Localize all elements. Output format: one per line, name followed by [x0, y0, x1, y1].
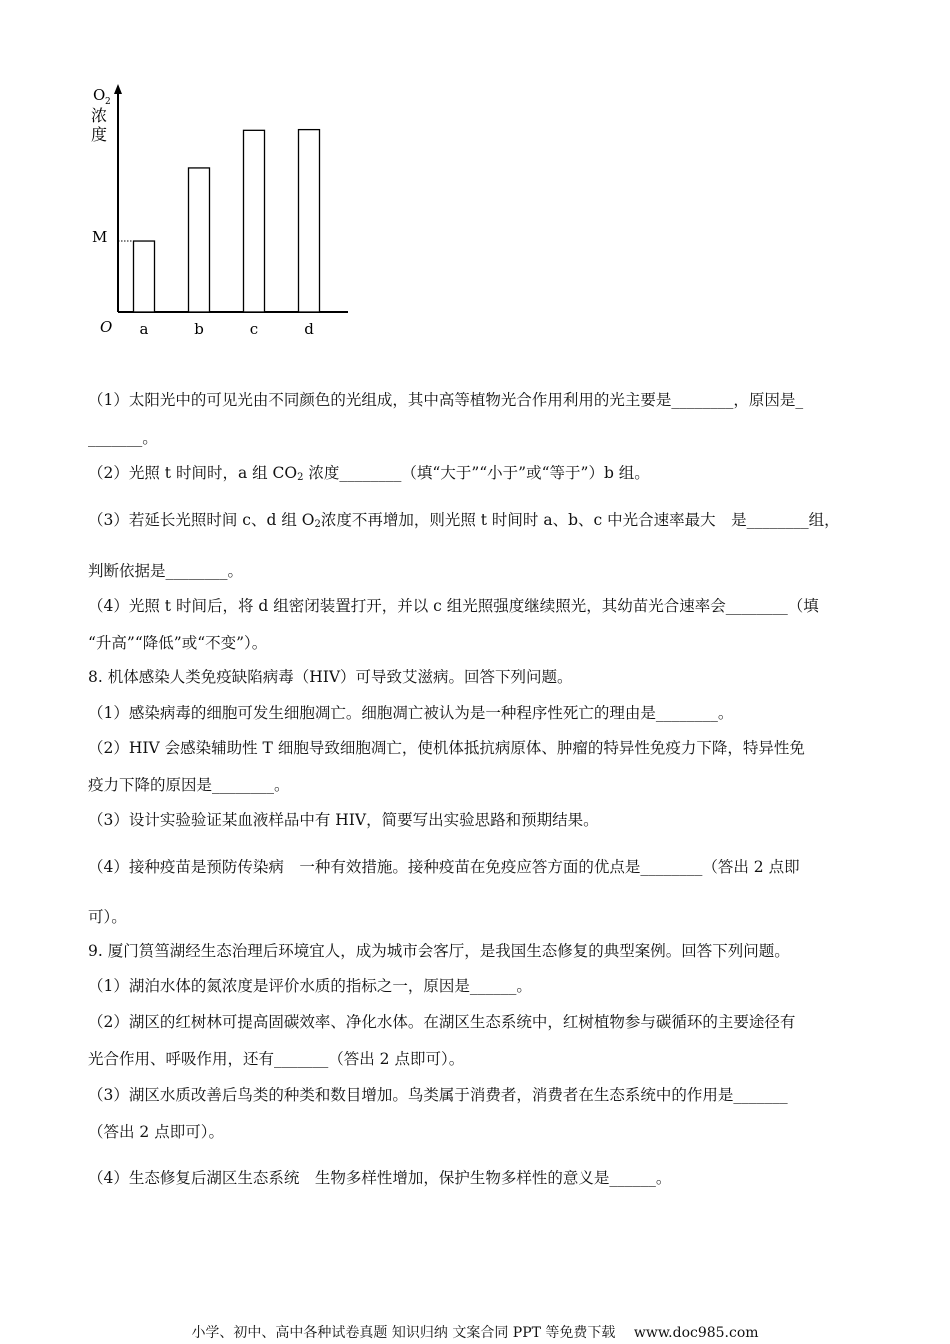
y-label-o: O	[93, 86, 106, 104]
q9-part3-line1: （3）湖区水质改善后鸟类的种类和数目增加。鸟类属于消费者，消费者在生态系统中的作用是_______	[88, 1086, 788, 1104]
y-label-sub: 2	[105, 97, 111, 107]
q7-part3-b: 浓度不再增加，则光照 t 时间时 a、b、c 中光合速率最大 是________组，	[320, 511, 840, 529]
q7-part4-line1: （4）光照 t 时间后，将 d 组密闭装置打开，并以 c 组光照强度继续照光，其幼苗光合速率会________（填	[88, 597, 819, 615]
q7-part2-b: 浓度________（填“大于”“小于”或“等于”）b 组。	[303, 464, 650, 482]
q7-part2	[88, 462, 650, 484]
q8-part2-line2: 疫力下降的原因是________。	[88, 776, 290, 794]
m-label: M	[92, 228, 108, 246]
q9-title: 9. 厦门筼筜湖经生态治理后环境宜人，成为城市会客厅，是我国生态修复的典型案例。回答下列问题。	[88, 942, 790, 960]
y-label-char-2: 度	[91, 125, 108, 144]
x-tick-d: d	[304, 320, 314, 338]
q8-part3: （3）设计实验验证某血液样品中有 HIV，简要写出实验思路和预期结果。	[88, 811, 599, 829]
q9-part2-line1: （2）湖区的红树林可提高固碳效率、净化水体。在湖区生态系统中，红树植物参与碳循环的主要途径有	[88, 1013, 796, 1031]
q7-part3-line2: 判断依据是________。	[88, 562, 244, 580]
chart-svg	[88, 78, 368, 348]
q7-part3-sub: 2	[314, 519, 321, 530]
bar-a	[134, 241, 155, 312]
q7-part3-line1	[88, 509, 840, 531]
q8-part4-line1: （4）接种疫苗是预防传染病 一种有效措施。接种疫苗在免疫应答方面的优点是________（答出 2 点即	[88, 858, 800, 876]
footer-banner: 小学、初中、高中各种试卷真题 知识归纳 文案合同 PPT 等免费下载 www.doc985.com	[191, 1325, 759, 1341]
q7-part1-line1: （1）太阳光中的可见光由不同颜色的光组成，其中高等植物光合作用利用的光主要是________，原因是_	[88, 391, 804, 409]
q8-title: 8. 机体感染人类免疫缺陷病毒（HIV）可导致艾滋病。回答下列问题。	[88, 668, 573, 686]
x-tick-c: c	[249, 320, 259, 338]
origin-label: O	[100, 318, 113, 336]
q9-part3-line2: （答出 2 点即可）。	[88, 1123, 224, 1141]
y-label-char-1: 浓	[91, 106, 108, 125]
o2-concentration-bar-chart	[88, 78, 368, 348]
q8-part1: （1）感染病毒的细胞可发生细胞凋亡。细胞凋亡被认为是一种程序性死亡的理由是________。	[88, 704, 734, 722]
q9-part2-line2: 光合作用、呼吸作用，还有_______（答出 2 点即可）。	[88, 1050, 465, 1068]
q7-part2-sub: 2	[297, 472, 304, 483]
x-tick-b: b	[194, 320, 204, 338]
bar-b	[189, 168, 210, 312]
q8-part2-line1: （2）HIV 会感染辅助性 T 细胞导致细胞凋亡，使机体抵抗病原体、肿瘤的特异性免疫力下降，特异性免	[88, 739, 805, 757]
q8-part4-line2: 可）。	[88, 908, 127, 926]
q9-part4: （4）生态修复后湖区生态系统 生物多样性增加，保护生物多样性的意义是______。	[88, 1169, 672, 1187]
bar-c	[244, 130, 265, 312]
q7-part4-line2: “升高”“降低”或“不变”）。	[88, 634, 268, 652]
q7-part3-a: （3）若延长光照时间 c、d 组 O	[88, 511, 315, 529]
bar-d	[299, 130, 320, 312]
x-tick-a: a	[139, 320, 149, 338]
q7-part2-a: （2）光照 t 时间时，a 组 CO	[88, 464, 298, 482]
q7-part1-line2: _______。	[88, 429, 158, 447]
y-axis-arrow	[114, 84, 122, 94]
q9-part1: （1）湖泊水体的氮浓度是评价水质的指标之一，原因是______。	[88, 977, 532, 995]
